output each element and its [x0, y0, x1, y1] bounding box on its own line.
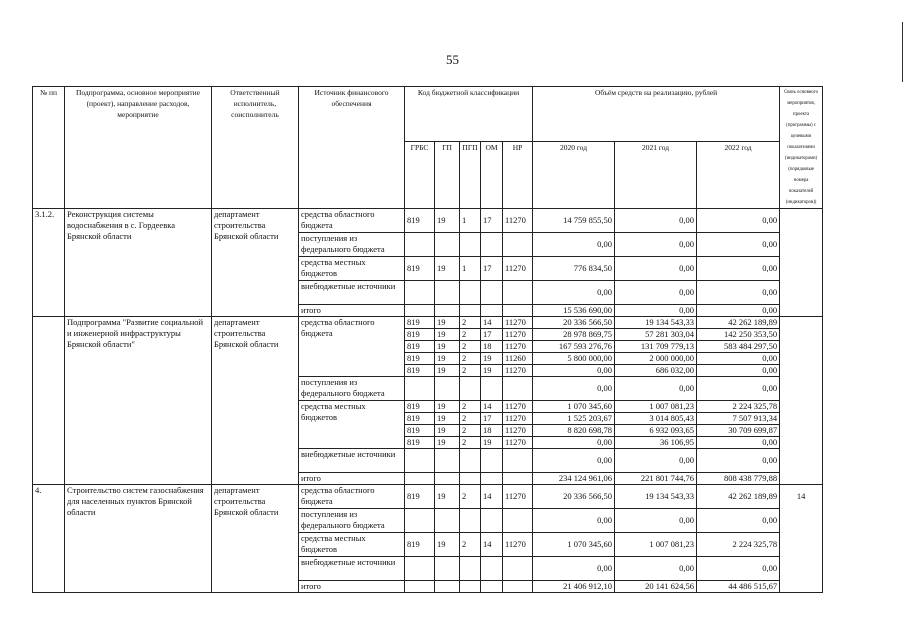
cell-v2020: 28 978 869,75 — [533, 329, 615, 341]
cell-grbs: 819 — [405, 425, 435, 437]
cell-gp: 19 — [435, 401, 460, 413]
table-row — [33, 485, 823, 509]
cell-grbs: 819 — [405, 257, 435, 281]
cell-np: 11270 — [503, 365, 533, 377]
cell-v2022: 0,00 — [697, 509, 780, 533]
page-number: 55 — [446, 52, 459, 67]
total-empty-cell — [481, 581, 503, 593]
cell-pgp: 2 — [460, 533, 481, 557]
total-value-2020: 21 406 912,10 — [533, 581, 615, 593]
cell-v2020: 20 336 566,50 — [533, 485, 615, 509]
header-2021: 2021 год — [615, 142, 697, 209]
cell-v2022: 0,00 — [697, 449, 780, 473]
total-empty-cell — [435, 581, 460, 593]
cell-np — [503, 377, 533, 401]
source-label: средства областного бюджета — [299, 209, 405, 233]
cell-om: 19 — [481, 437, 503, 449]
cell-om: 18 — [481, 341, 503, 353]
cell-v2022: 0,00 — [697, 233, 780, 257]
cell-pgp: 2 — [460, 425, 481, 437]
source-label: средства областного бюджета — [299, 485, 405, 509]
source-label: внебюджетные источники — [299, 449, 405, 473]
cell-gp: 19 — [435, 413, 460, 425]
cell-v2022: 0,00 — [697, 353, 780, 365]
cell-pgp: 2 — [460, 317, 481, 329]
cell-gp: 19 — [435, 341, 460, 353]
cell-gp — [435, 233, 460, 257]
block-link — [780, 317, 823, 485]
cell-gp: 19 — [435, 209, 460, 233]
source-label: средства областного бюджета — [299, 317, 405, 377]
block-responsible: департамент строительства Брянской области — [212, 485, 299, 593]
cell-grbs — [405, 509, 435, 533]
cell-v2021: 0,00 — [615, 233, 697, 257]
cell-om: 14 — [481, 485, 503, 509]
cell-np: 11270 — [503, 329, 533, 341]
header-2022: 2022 год — [697, 142, 780, 209]
header-volume: Объём средств на реализацию, рублей — [533, 87, 780, 142]
cell-pgp: 2 — [460, 413, 481, 425]
budget-table — [32, 86, 823, 593]
cell-np: 11270 — [503, 533, 533, 557]
block-link — [780, 209, 823, 317]
cell-om: 17 — [481, 209, 503, 233]
cell-grbs: 819 — [405, 413, 435, 425]
cell-v2021: 0,00 — [615, 281, 697, 305]
cell-np: 11270 — [503, 413, 533, 425]
block-name: Реконструкция системы водоснабжения в с. Гордеевка Брянской области — [65, 209, 212, 317]
cell-grbs: 819 — [405, 365, 435, 377]
cell-gp: 19 — [435, 317, 460, 329]
source-label: поступления из федерального бюджета — [299, 377, 405, 401]
total-empty-cell — [503, 581, 533, 593]
header-om: ОМ — [481, 142, 503, 209]
total-label: итого — [299, 305, 405, 317]
cell-v2020: 14 759 855,50 — [533, 209, 615, 233]
cell-v2022: 0,00 — [697, 365, 780, 377]
cell-v2022: 0,00 — [697, 437, 780, 449]
cell-pgp: 2 — [460, 485, 481, 509]
cell-pgp — [460, 449, 481, 473]
total-empty-cell — [435, 473, 460, 485]
block-num — [33, 317, 65, 485]
cell-np: 11270 — [503, 209, 533, 233]
cell-gp — [435, 557, 460, 581]
cell-v2021: 1 007 081,23 — [615, 401, 697, 413]
cell-v2021: 0,00 — [615, 557, 697, 581]
cell-om: 19 — [481, 353, 503, 365]
cell-v2022: 0,00 — [697, 557, 780, 581]
cell-pgp: 2 — [460, 353, 481, 365]
cell-np — [503, 509, 533, 533]
cell-om — [481, 449, 503, 473]
cell-pgp — [460, 509, 481, 533]
table-row — [33, 209, 823, 233]
cell-gp: 19 — [435, 437, 460, 449]
total-value-2022: 44 486 515,67 — [697, 581, 780, 593]
cell-v2021: 0,00 — [615, 509, 697, 533]
cell-v2020: 5 800 000,00 — [533, 353, 615, 365]
cell-v2021: 0,00 — [615, 209, 697, 233]
header-link: Связь основного мероприятия, проекта (программы) с целевыми показателями (индикаторами) (порядковые номера показателей (индикаторов)) — [780, 87, 823, 209]
cell-np: 11270 — [503, 437, 533, 449]
cell-v2022: 142 250 353,50 — [697, 329, 780, 341]
cell-grbs — [405, 377, 435, 401]
cell-v2021: 19 134 543,33 — [615, 317, 697, 329]
source-label: средства местных бюджетов — [299, 533, 405, 557]
cell-om: 17 — [481, 329, 503, 341]
source-label: внебюджетные источники — [299, 281, 405, 305]
cell-v2020: 0,00 — [533, 281, 615, 305]
cell-v2020: 0,00 — [533, 509, 615, 533]
cell-gp — [435, 449, 460, 473]
cell-np — [503, 281, 533, 305]
cell-grbs: 819 — [405, 341, 435, 353]
cell-v2022: 583 484 297,50 — [697, 341, 780, 353]
total-empty-cell — [503, 305, 533, 317]
cell-np — [503, 557, 533, 581]
cell-v2021: 2 000 000,00 — [615, 353, 697, 365]
cell-v2022: 0,00 — [697, 209, 780, 233]
total-value-2021: 20 141 624,56 — [615, 581, 697, 593]
total-empty-cell — [405, 305, 435, 317]
cell-v2021: 6 932 093,65 — [615, 425, 697, 437]
cell-pgp: 2 — [460, 341, 481, 353]
cell-v2021: 57 281 303,04 — [615, 329, 697, 341]
cell-v2021: 686 032,00 — [615, 365, 697, 377]
cell-v2020: 0,00 — [533, 557, 615, 581]
cell-pgp: 2 — [460, 401, 481, 413]
cell-om — [481, 281, 503, 305]
header-num: № пп — [33, 87, 65, 209]
cell-v2021: 131 709 779,13 — [615, 341, 697, 353]
cell-om — [481, 509, 503, 533]
cell-pgp — [460, 281, 481, 305]
header-responsible: Ответственный исполнитель, соисполнитель — [212, 87, 299, 209]
cell-v2021: 36 106,95 — [615, 437, 697, 449]
cell-grbs — [405, 233, 435, 257]
source-label: внебюджетные источники — [299, 557, 405, 581]
header-np: НР — [503, 142, 533, 209]
cell-om: 17 — [481, 413, 503, 425]
header-name: Подпрограмма, основное мероприятие (проект), направление расходов, мероприятие — [65, 87, 212, 209]
cell-grbs: 819 — [405, 533, 435, 557]
source-label: поступления из федерального бюджета — [299, 509, 405, 533]
cell-np: 11260 — [503, 353, 533, 365]
cell-gp: 19 — [435, 329, 460, 341]
cell-v2022: 2 224 325,78 — [697, 533, 780, 557]
cell-grbs: 819 — [405, 329, 435, 341]
cell-v2021: 0,00 — [615, 257, 697, 281]
cell-om: 14 — [481, 401, 503, 413]
cell-pgp — [460, 233, 481, 257]
cell-grbs: 819 — [405, 353, 435, 365]
total-value-2022: 808 438 779,88 — [697, 473, 780, 485]
cell-v2020: 0,00 — [533, 437, 615, 449]
cell-v2021: 1 007 081,23 — [615, 533, 697, 557]
header-source: Источник финансового обеспечения — [299, 87, 405, 209]
total-label: итого — [299, 581, 405, 593]
cell-v2022: 7 507 913,34 — [697, 413, 780, 425]
cell-v2020: 1 070 345,60 — [533, 401, 615, 413]
cell-v2021: 0,00 — [615, 449, 697, 473]
cell-v2022: 0,00 — [697, 281, 780, 305]
header-gp: ГП — [435, 142, 460, 209]
block-name: Подпрограмма "Развитие социальной и инженерной инфраструктуры Брянской области" — [65, 317, 212, 485]
cell-np: 11270 — [503, 257, 533, 281]
cell-v2020: 1 070 345,60 — [533, 533, 615, 557]
cell-v2021: 3 014 805,43 — [615, 413, 697, 425]
cell-v2022: 42 262 189,89 — [697, 317, 780, 329]
cell-om — [481, 377, 503, 401]
source-label: поступления из федерального бюджета — [299, 233, 405, 257]
cell-gp — [435, 377, 460, 401]
cell-pgp — [460, 377, 481, 401]
total-empty-cell — [460, 305, 481, 317]
total-empty-cell — [481, 305, 503, 317]
cell-gp: 19 — [435, 365, 460, 377]
cell-grbs: 819 — [405, 317, 435, 329]
block-num: 4. — [33, 485, 65, 593]
header-grbs: ГРБС — [405, 142, 435, 209]
total-value-2020: 234 124 961,06 — [533, 473, 615, 485]
cell-om: 14 — [481, 533, 503, 557]
cell-v2021: 19 134 543,33 — [615, 485, 697, 509]
block-num: 3.1.2. — [33, 209, 65, 317]
header-budget-code: Код бюджетной классификации — [405, 87, 533, 142]
table-row — [33, 317, 823, 329]
cell-v2020: 1 525 203,67 — [533, 413, 615, 425]
cell-v2021: 0,00 — [615, 377, 697, 401]
cell-np: 11270 — [503, 341, 533, 353]
total-value-2021: 221 801 744,76 — [615, 473, 697, 485]
cell-v2022: 30 709 699,87 — [697, 425, 780, 437]
cell-grbs: 819 — [405, 485, 435, 509]
cell-om: 18 — [481, 425, 503, 437]
cell-pgp: 2 — [460, 437, 481, 449]
cell-np: 11270 — [503, 401, 533, 413]
cell-v2020: 20 336 566,50 — [533, 317, 615, 329]
cell-gp: 19 — [435, 425, 460, 437]
cell-v2020: 0,00 — [533, 377, 615, 401]
total-empty-cell — [405, 473, 435, 485]
total-empty-cell — [405, 581, 435, 593]
cell-np — [503, 449, 533, 473]
cell-v2020: 0,00 — [533, 449, 615, 473]
total-value-2022: 0,00 — [697, 305, 780, 317]
cell-om — [481, 557, 503, 581]
cell-om — [481, 233, 503, 257]
table-body — [33, 209, 823, 593]
cell-np — [503, 233, 533, 257]
total-empty-cell — [503, 473, 533, 485]
cell-v2020: 776 834,50 — [533, 257, 615, 281]
cell-np: 11270 — [503, 425, 533, 437]
cell-v2020: 0,00 — [533, 233, 615, 257]
cell-grbs — [405, 449, 435, 473]
cell-v2022: 0,00 — [697, 377, 780, 401]
cell-gp — [435, 281, 460, 305]
cell-om: 14 — [481, 317, 503, 329]
cell-pgp: 1 — [460, 209, 481, 233]
cell-grbs: 819 — [405, 209, 435, 233]
cell-v2020: 167 593 276,76 — [533, 341, 615, 353]
source-label: средства местных бюджетов — [299, 257, 405, 281]
cell-gp: 19 — [435, 353, 460, 365]
total-label: итого — [299, 473, 405, 485]
cell-grbs: 819 — [405, 401, 435, 413]
cell-gp: 19 — [435, 533, 460, 557]
cell-grbs: 819 — [405, 437, 435, 449]
cell-pgp: 2 — [460, 365, 481, 377]
block-responsible: департамент строительства Брянской области — [212, 209, 299, 317]
cell-pgp: 1 — [460, 257, 481, 281]
block-name: Строительство систем газоснабжения для населенных пунктов Брянской области — [65, 485, 212, 593]
total-empty-cell — [435, 305, 460, 317]
total-value-2020: 15 536 690,00 — [533, 305, 615, 317]
cell-grbs — [405, 557, 435, 581]
cell-om: 17 — [481, 257, 503, 281]
cell-pgp — [460, 557, 481, 581]
cell-np: 11270 — [503, 485, 533, 509]
total-empty-cell — [460, 581, 481, 593]
cell-v2020: 0,00 — [533, 365, 615, 377]
source-label: средства местных бюджетов — [299, 401, 405, 449]
cell-v2022: 2 224 325,78 — [697, 401, 780, 413]
cell-gp — [435, 509, 460, 533]
block-link: 14 — [780, 485, 823, 593]
header-2020: 2020 год — [533, 142, 615, 209]
cell-np: 11270 — [503, 317, 533, 329]
total-empty-cell — [481, 473, 503, 485]
cell-v2022: 42 262 189,89 — [697, 485, 780, 509]
cell-grbs — [405, 281, 435, 305]
cell-pgp: 2 — [460, 329, 481, 341]
block-responsible: департамент строительства Брянской области — [212, 317, 299, 485]
cell-v2022: 0,00 — [697, 257, 780, 281]
total-value-2021: 0,00 — [615, 305, 697, 317]
cell-v2020: 8 820 698,78 — [533, 425, 615, 437]
cell-om: 19 — [481, 365, 503, 377]
header-pgp: ПГП — [460, 142, 481, 209]
cell-gp: 19 — [435, 485, 460, 509]
cell-gp: 19 — [435, 257, 460, 281]
total-empty-cell — [460, 473, 481, 485]
